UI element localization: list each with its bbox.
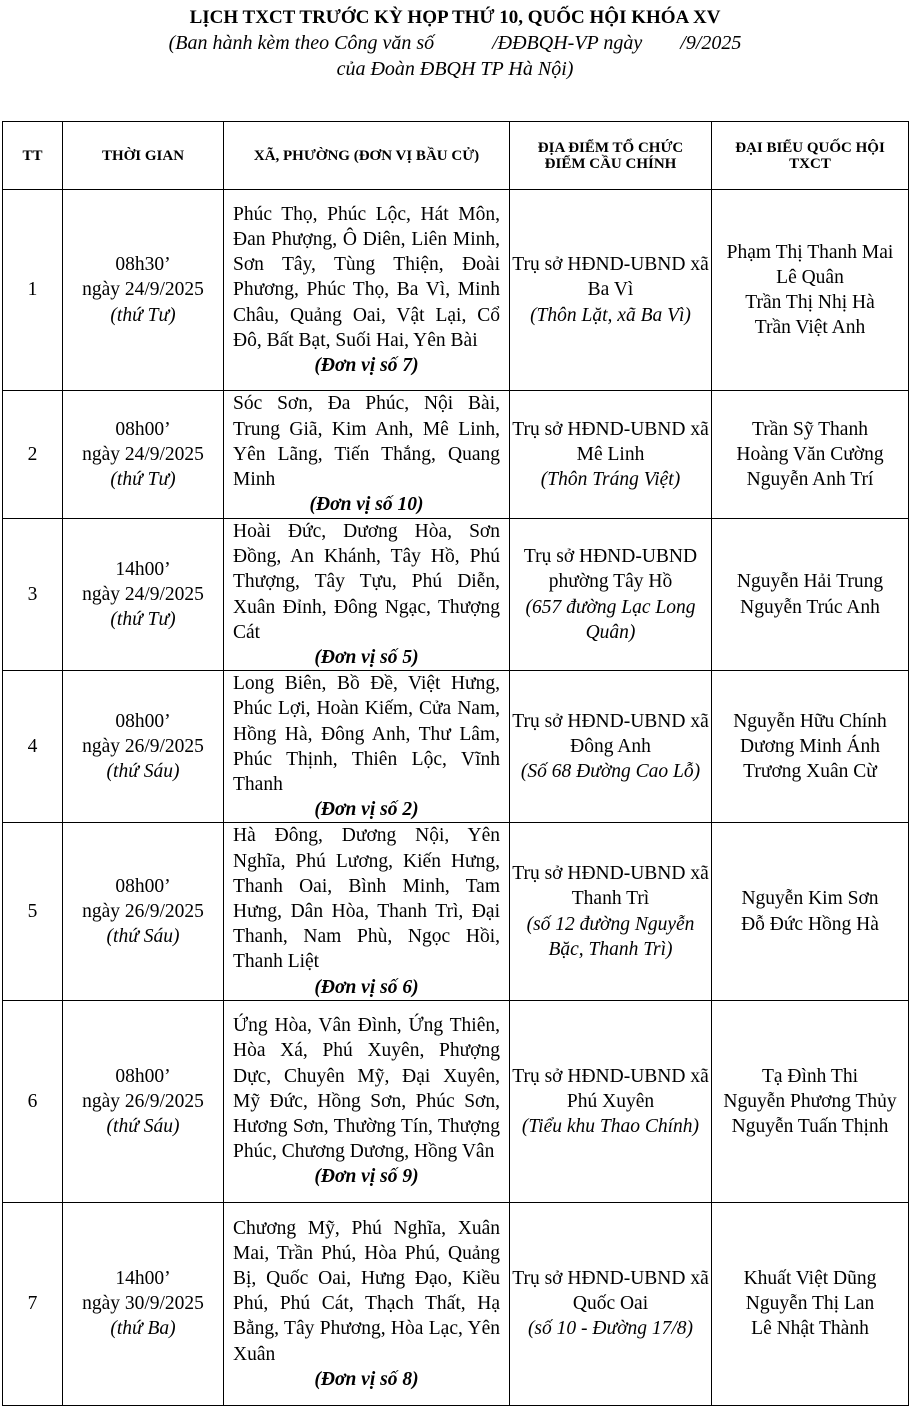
weekday-value: (thứ Sáu) <box>106 761 180 783</box>
delegates-cell <box>712 391 909 519</box>
place-cell <box>510 190 712 391</box>
time-cell <box>63 391 224 519</box>
place-address: (Thôn Tráng Việt) <box>540 469 681 491</box>
place-name: Trụ sở HĐND-UBND xã Mê Linh <box>512 418 709 465</box>
delegate-name: Nguyễn Phương Thủy <box>723 1090 897 1112</box>
delegates-cell <box>712 823 909 1000</box>
delegate-name: Nguyễn Hữu Chính <box>733 711 887 733</box>
place-cell <box>510 519 712 671</box>
place-name: Trụ sở HĐND-UBND phường Tây Hồ <box>523 546 698 593</box>
delegates-cell <box>712 671 909 823</box>
row-number: 3 <box>3 519 63 671</box>
schedule-table <box>2 121 909 1406</box>
date-value: ngày 26/9/2025 <box>82 1090 204 1112</box>
subtitle-part3: /9/2025 <box>680 32 742 54</box>
time-value: 14h00’ <box>115 558 171 580</box>
date-value: ngày 26/9/2025 <box>82 901 204 923</box>
table-header-row <box>3 122 909 190</box>
constituency-number: (Đơn vị số 6) <box>314 976 419 998</box>
time-cell <box>63 1000 224 1202</box>
header-time: THỜI GIAN <box>63 122 224 190</box>
table-row <box>3 823 909 1000</box>
delegate-name: Trương Xuân Cừ <box>743 761 877 783</box>
place-address: (657 đường Lạc Long Quân) <box>525 596 696 643</box>
delegate-name: Nguyễn Trúc Anh <box>740 596 880 618</box>
weekday-value: (thứ Tư) <box>110 469 176 491</box>
delegate-name: Nguyễn Anh Trí <box>746 469 874 491</box>
table-row <box>3 190 909 391</box>
wards-list: Long Biên, Bồ Đề, Việt Hưng, Phúc Lợi, Hoàn Kiếm, Cửa Nam, Hồng Hà, Đông Anh, Thư Lâm, Phúc Thịnh, Thiên Lộc, Vĩnh Thanh <box>233 673 500 796</box>
constituency-number: (Đơn vị số 2) <box>314 799 419 821</box>
place-cell <box>510 823 712 1000</box>
units-cell <box>224 1202 510 1405</box>
delegate-name: Nguyễn Tuấn Thịnh <box>731 1115 889 1137</box>
place-address: (Số 68 Đường Cao Lỗ) <box>520 761 701 783</box>
delegate-name: Trần Thị Nhị Hà <box>745 292 875 313</box>
constituency-number: (Đơn vị số 9) <box>314 1166 419 1188</box>
time-cell <box>63 519 224 671</box>
subtitle-part2: /ĐĐBQH-VP ngày <box>492 32 643 54</box>
delegate-name: Nguyễn Kim Sơn <box>741 888 879 910</box>
units-cell <box>224 190 510 391</box>
table-row <box>3 519 909 671</box>
header-units: XÃ, PHƯỜNG (ĐƠN VỊ BẦU CỬ) <box>224 122 510 190</box>
time-value: 08h30’ <box>115 254 171 276</box>
units-cell <box>224 671 510 823</box>
date-value: ngày 24/9/2025 <box>82 443 204 465</box>
place-address: (Tiểu khu Thao Chính) <box>521 1115 700 1137</box>
place-name: Trụ sở HĐND-UBND xã Phú Xuyên <box>512 1065 709 1112</box>
delegates-cell <box>712 190 909 391</box>
wards-list: Chương Mỹ, Phú Nghĩa, Xuân Mai, Trần Phú, Hòa Phú, Quảng Bị, Quốc Oai, Hưng Đạo, Kiều Phú, Phú Cát, Thạch Thất, Hạ Bằng, Tây Phương, Hòa Lạc, Yên Xuân <box>233 1217 500 1365</box>
time-cell <box>63 190 224 391</box>
date-value: ngày 26/9/2025 <box>82 736 204 758</box>
units-cell <box>224 1000 510 1202</box>
subtitle-part1: (Ban hành kèm theo Công văn số <box>168 32 435 54</box>
place-cell <box>510 1202 712 1405</box>
place-cell <box>510 391 712 519</box>
document-subtitle-line2: của Đoàn ĐBQH TP Hà Nội) <box>336 58 574 80</box>
delegates-cell <box>712 1202 909 1405</box>
weekday-value: (thứ Tư) <box>110 609 176 631</box>
time-cell <box>63 671 224 823</box>
place-name: Trụ sở HĐND-UBND xã Ba Vì <box>512 254 709 301</box>
delegate-name: Đỗ Đức Hồng Hà <box>741 913 879 935</box>
time-value: 08h00’ <box>115 418 171 440</box>
table-row <box>3 391 909 519</box>
delegate-name: Nguyễn Hải Trung <box>736 571 884 593</box>
constituency-number: (Đơn vị số 8) <box>314 1368 419 1390</box>
delegate-name: Trần Việt Anh <box>754 317 866 339</box>
place-name: Trụ sở HĐND-UBND xã Quốc Oai <box>512 1268 709 1315</box>
document-title: LỊCH TXCT TRƯỚC KỲ HỌP THỨ 10, QUỐC HỘI KHÓA XV <box>189 7 721 28</box>
table-row <box>3 671 909 823</box>
place-name: Trụ sở HĐND-UBND xã Đông Anh <box>512 711 709 758</box>
delegate-name: Nguyễn Thị Lan <box>745 1293 875 1315</box>
delegates-cell <box>712 519 909 671</box>
date-value: ngày 30/9/2025 <box>82 1293 204 1315</box>
date-value: ngày 24/9/2025 <box>82 584 204 605</box>
delegate-name: Lê Nhật Thành <box>751 1318 869 1340</box>
header-tt: TT <box>3 122 63 190</box>
delegate-name: Dương Minh Ánh <box>739 736 881 758</box>
place-name: Trụ sở HĐND-UBND xã Thanh Trì <box>512 863 709 910</box>
date-value: ngày 24/9/2025 <box>82 279 204 301</box>
delegate-name: Hoàng Văn Cường <box>736 443 884 465</box>
constituency-number: (Đơn vị số 7) <box>314 355 419 376</box>
header-delegates: ĐẠI BIỂU QUỐC HỘI TXCT <box>712 122 909 190</box>
wards-list: Sóc Sơn, Đa Phúc, Nội Bài, Trung Giã, Kim Anh, Mê Linh, Yên Lãng, Tiến Thắng, Quang Minh <box>233 393 500 491</box>
weekday-value: (thứ Sáu) <box>106 1115 180 1137</box>
delegate-name: Trần Sỹ Thanh <box>752 418 868 440</box>
units-cell <box>224 391 510 519</box>
weekday-value: (thứ Ba) <box>110 1318 176 1340</box>
place-address: (Thôn Lặt, xã Ba Vì) <box>530 304 691 326</box>
row-number: 5 <box>3 823 63 1000</box>
constituency-number: (Đơn vị số 10) <box>309 494 424 516</box>
header-place: ĐỊA ĐIỂM TỔ CHỨC ĐIỂM CẦU CHÍNH <box>510 122 712 190</box>
time-cell <box>63 823 224 1000</box>
time-value: 14h00’ <box>115 1268 171 1290</box>
row-number: 2 <box>3 391 63 519</box>
place-address: (số 10 - Đường 17/8) <box>527 1318 694 1340</box>
table-body <box>3 190 909 1406</box>
delegate-name: Lê Quân <box>776 266 844 288</box>
units-cell <box>224 823 510 1000</box>
weekday-value: (thứ Tư) <box>110 304 176 326</box>
place-address: (số 12 đường Nguyễn Bặc, Thanh Trì) <box>526 913 695 960</box>
wards-list: Ứng Hòa, Vân Đình, Ứng Thiên, Hòa Xá, Phú Xuyên, Phượng Dực, Chuyên Mỹ, Đại Xuyên, Mỹ Đức, Hồng Sơn, Phúc Sơn, Hương Sơn, Thường Tín, Thượng Phúc, Chương Dương, Hồng Vân <box>233 1015 500 1163</box>
document-subtitle <box>0 30 910 56</box>
constituency-number: (Đơn vị số 5) <box>314 647 419 669</box>
time-cell <box>63 1202 224 1405</box>
time-value: 08h00’ <box>115 875 171 897</box>
time-value: 08h00’ <box>115 1065 171 1087</box>
place-cell <box>510 671 712 823</box>
delegate-name: Khuất Việt Dũng <box>743 1268 877 1290</box>
time-value: 08h00’ <box>115 711 171 733</box>
place-cell <box>510 1000 712 1202</box>
row-number: 7 <box>3 1202 63 1405</box>
wards-list: Hoài Đức, Dương Hòa, Sơn Đồng, An Khánh, Tây Hồ, Phú Thượng, Tây Tựu, Phú Diễn, Xuân Đỉnh, Đông Ngạc, Thượng Cát <box>233 521 500 643</box>
delegate-name: Phạm Thị Thanh Mai <box>726 241 894 263</box>
wards-list: Hà Đông, Dương Nội, Yên Nghĩa, Phú Lương, Kiến Hưng, Thanh Oai, Bình Minh, Tam Hưng, Dân Hòa, Thanh Trì, Đại Thanh, Nam Phù, Ngọc Hồi, Thanh Liệt <box>233 825 500 973</box>
delegates-cell <box>712 1000 909 1202</box>
row-number: 4 <box>3 671 63 823</box>
wards-list: Phúc Thọ, Phúc Lộc, Hát Môn, Đan Phượng, Ô Diên, Liên Minh, Sơn Tây, Tùng Thiện, Đoài Phương, Phúc Thọ, Ba Vì, Minh Châu, Quảng Oai, Vật Lại, Cổ Đô, Bất Bạt, Suối Hai, Yên Bài <box>233 203 500 351</box>
row-number: 6 <box>3 1000 63 1202</box>
document-header <box>0 6 910 82</box>
row-number: 1 <box>3 190 63 391</box>
units-cell <box>224 519 510 671</box>
delegate-name: Tạ Đình Thi <box>761 1065 859 1087</box>
weekday-value: (thứ Sáu) <box>106 926 180 948</box>
table-row <box>3 1000 909 1202</box>
table-row <box>3 1202 909 1405</box>
